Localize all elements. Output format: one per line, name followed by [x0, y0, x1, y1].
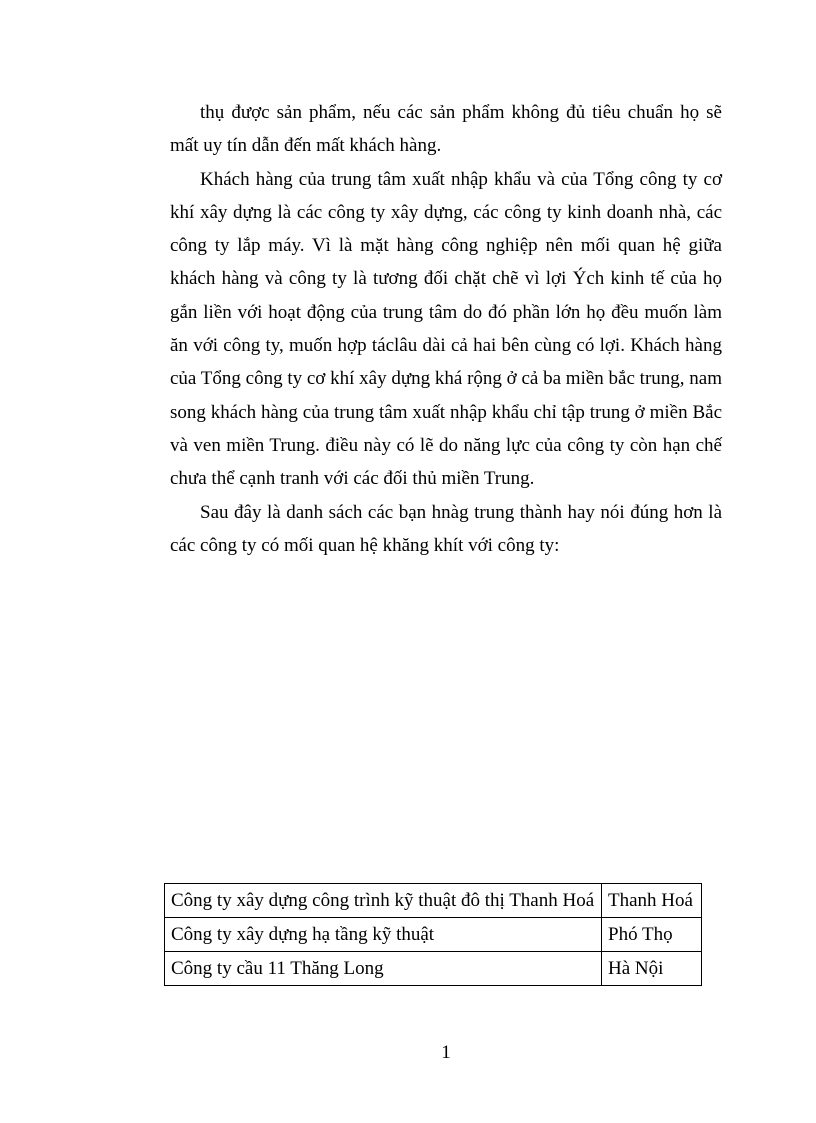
location-cell: Phó Thọ	[602, 918, 702, 952]
page-number: 1	[441, 1042, 451, 1063]
company-table	[164, 883, 702, 986]
company-name-cell: Công ty cầu 11 Thăng Long	[165, 952, 602, 986]
body-text	[170, 96, 722, 562]
location-cell: Thanh Hoá	[602, 884, 702, 918]
table-row	[165, 884, 702, 918]
paragraph: Sau đây là danh sách các bạn hnàg trung thành hay nói đúng hơn là các công ty có mối quan hệ khăng khít với công ty:	[170, 501, 722, 556]
paragraph: Khách hàng của trung tâm xuất nhập khẩu và của Tổng công ty cơ khí xây dựng là các công ty xây dựng, các công ty kinh doanh nhà, các công ty lắp máy. Vì là mặt hàng công nghiệp nên mối quan hệ giữa khách hàng và công ty là tương đối chặt chẽ vì lợi Ých kinh tế của họ gắn liền với hoạt động của trung tâm do đó phần lớn họ đều muốn làm ăn với công ty, muốn hợp táclâu dài cả hai bên cùng có lợi. Khách hàng của Tổng công ty cơ khí xây dựng khá rộng ở cả ba miền bắc trung, nam song khách hàng của trung tâm xuất nhập khẩu chỉ tập trung ở miền Bắc và ven miền Trung. điều này có lẽ do năng lực của công ty còn hạn chế chưa thể cạnh tranh với các đối thủ miền Trung.	[170, 168, 722, 490]
company-name-cell: Công ty xây dựng công trình kỹ thuật đô thị Thanh Hoá	[165, 884, 602, 918]
location-cell: Hà Nội	[602, 952, 702, 986]
company-name-cell: Công ty xây dựng hạ tầng kỹ thuật	[165, 918, 602, 952]
table-row	[165, 952, 702, 986]
paragraph: thụ được sản phẩm, nếu các sản phẩm không đủ tiêu chuẩn họ sẽ mất uy tín dẫn đến mất khách hàng.	[170, 102, 722, 157]
table-row	[165, 918, 702, 952]
